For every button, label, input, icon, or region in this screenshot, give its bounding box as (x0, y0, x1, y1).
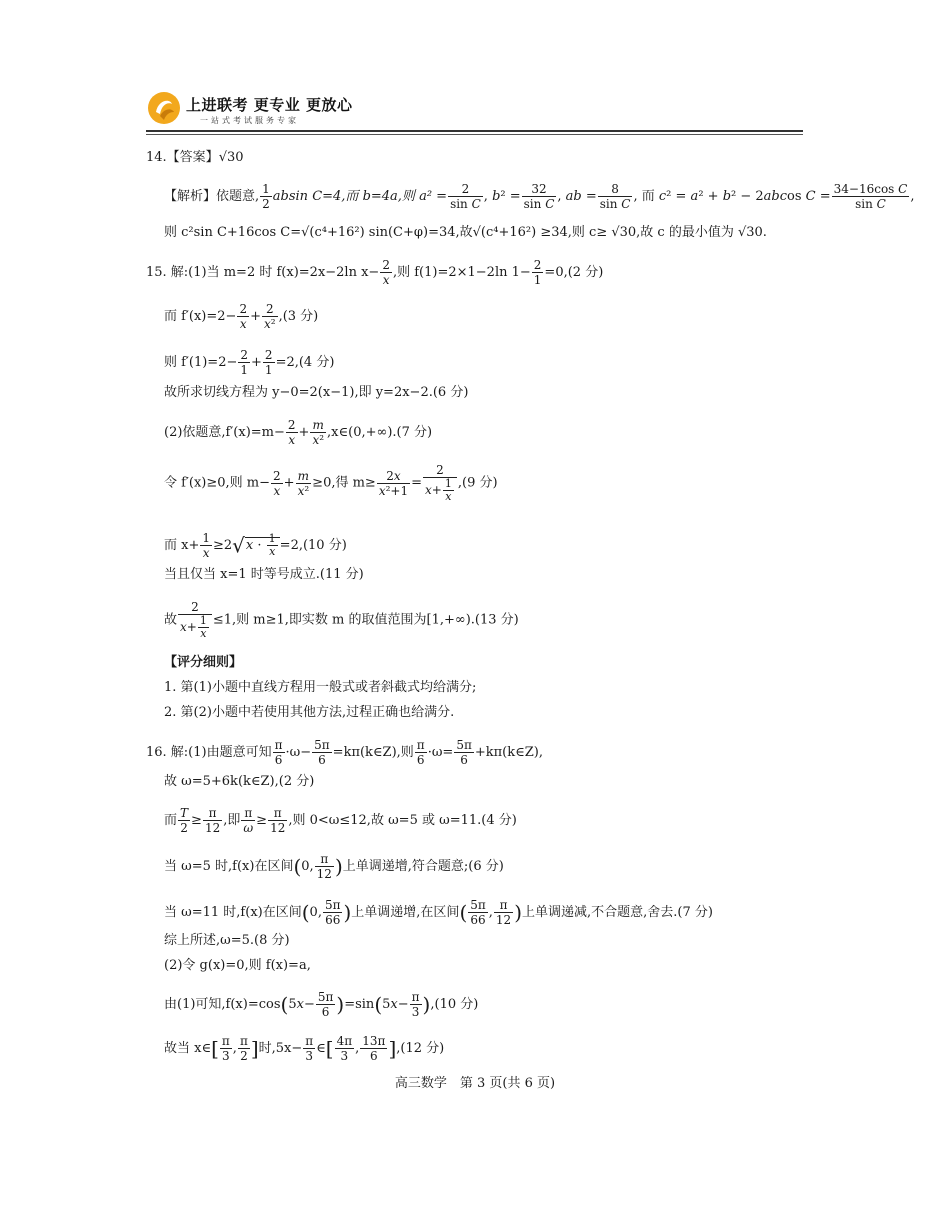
q15-line3: 则 f′(1)=2− $\frac{2}{1}$ + $\frac{2}{1}$ =2,(4 分) (164, 348, 335, 377)
page-footer: 高三数学 第 3 页(共 6 页) (394, 1076, 556, 1091)
brand-name: 上进联考 更专业 更放心 (186, 96, 353, 114)
q14-answer: 14.【答案】√30 (146, 150, 244, 165)
grading-item-2: 2. 第(2)小题中若使用其他方法,过程正确也给满分. (164, 705, 455, 720)
header-rule (146, 130, 803, 132)
q16-line8: 由(1)可知,f(x)=cos(5x− $\frac{5\pi}{6}$ )=sin(5x− $\frac{\pi}{3}$ ),(10 分) (164, 990, 479, 1019)
q15-line1: 15. 解:(1)当 m=2 时 f(x)=2x−2ln x− $\frac{2}{x}$ ,则 f(1)=2×1−2ln 1− $\frac{2}{1}$ =0,(2 分) (146, 258, 604, 287)
grading-item-1: 1. 第(1)小题中直线方程用一般式或者斜截式均给满分; (164, 680, 477, 695)
q16-line3: 而 $\frac{T}{2}$ ≥ $\frac{\pi}{12}$ ,即 $\frac{\pi}{\omega}$ ≥ $\frac{\pi}{12}$ ,则 0<ω≤12,故 ω=5 或 ω=11.(4 分) (164, 806, 517, 835)
q15-line9: 故 2 x+ $\frac{1}{x}$ ≤1,则 m≥1,即实数 m 的取值范围为[1,+∞).(13 分) (164, 600, 519, 640)
grading-title: 【评分细则】 (164, 655, 243, 670)
q14-analysis-line2: 则 c²sin C+16cos C=√(c⁴+16²) sin(C+φ)=34,故√(c⁴+16²) ≥34,则 c≥ √30,故 c 的最小值为 √30. (164, 225, 767, 240)
q16-line5: 当 ω=11 时,f(x)在区间(0, $\frac{5\pi}{66}$ )上单调递增,在区间( $\frac{5\pi}{66}$ , $\frac{\pi}{12}$ )上单调递减,不合题意,舍去.(7 分) (164, 898, 713, 927)
q14-analysis-line1: 【解析】依题意, $\frac{1}{2}$ absin C=4,而 b=4a,则 a² = $\frac{2}{\text{sin C}}$ , b² = $\frac{32}{\text{sin C}}$ , ab = $\frac{8}{\text{sin C}}$ , 而 c² = a² + b² − 2abcos C = $\frac{\text{34−16cos C}}{\text{sin C}}$ , (164, 182, 915, 211)
q15-line5: (2)依题意,f′(x)=m− $\frac{2}{x}$ + $\frac{m}{\text{x²}}$ ,x∈(0,+∞).(7 分) (164, 418, 433, 447)
q15-line6: 令 f′(x)≥0,则 m− $\frac{2}{x}$ + $\frac{m}{\text{x²}}$ ≥0,得 m≥ $\frac{2x}{\text{x²+1}}$ = 2 x+ $\frac{1}{x}$ ,(9 分) (164, 463, 498, 503)
brand-tagline: 一站式考试服务专家 (200, 116, 299, 125)
q15-line8: 当且仅当 x=1 时等号成立.(11 分) (164, 567, 364, 582)
q16-line9: 故当 x∈[ $\frac{\pi}{3}$ , $\frac{\pi}{2}$ ]时,5x− $\frac{\pi}{3}$ ∈[ $\frac{4\pi}{3}$ , $\frac{13\pi}{6}$ ],(12 分) (164, 1034, 445, 1063)
q16-line1: 16. 解:(1)由题意可知 $\frac{\pi}{6}$ ·ω− $\frac{5\pi}{6}$ =kπ(k∈Z),则 $\frac{\pi}{6}$ ·ω= $\frac{5\pi}{6}$ +kπ(k∈Z), (146, 738, 543, 767)
q16-line4: 当 ω=5 时,f(x)在区间(0, $\frac{\pi}{12}$ )上单调递增,符合题意;(6 分) (164, 852, 504, 881)
q16-line7: (2)令 g(x)=0,则 f(x)=a, (164, 958, 311, 973)
q15-line4: 故所求切线方程为 y−0=2(x−1),即 y=2x−2.(6 分) (164, 385, 469, 400)
brand-logo-icon (146, 90, 182, 126)
q16-line6: 综上所述,ω=5.(8 分) (164, 933, 290, 948)
header-rule-thin (146, 134, 803, 135)
header (146, 88, 806, 136)
q15-line2: 而 f′(x)=2− $\frac{2}{x}$ + $\frac{2}{\text{x²}}$ ,(3 分) (164, 302, 319, 331)
q15-line7: 而 x+ $\frac{1}{x}$ ≥2√x · $\frac{1}{x}$ =2,(10 分) (164, 531, 347, 560)
q16-line2: 故 ω=5+6k(k∈Z),(2 分) (164, 774, 315, 789)
